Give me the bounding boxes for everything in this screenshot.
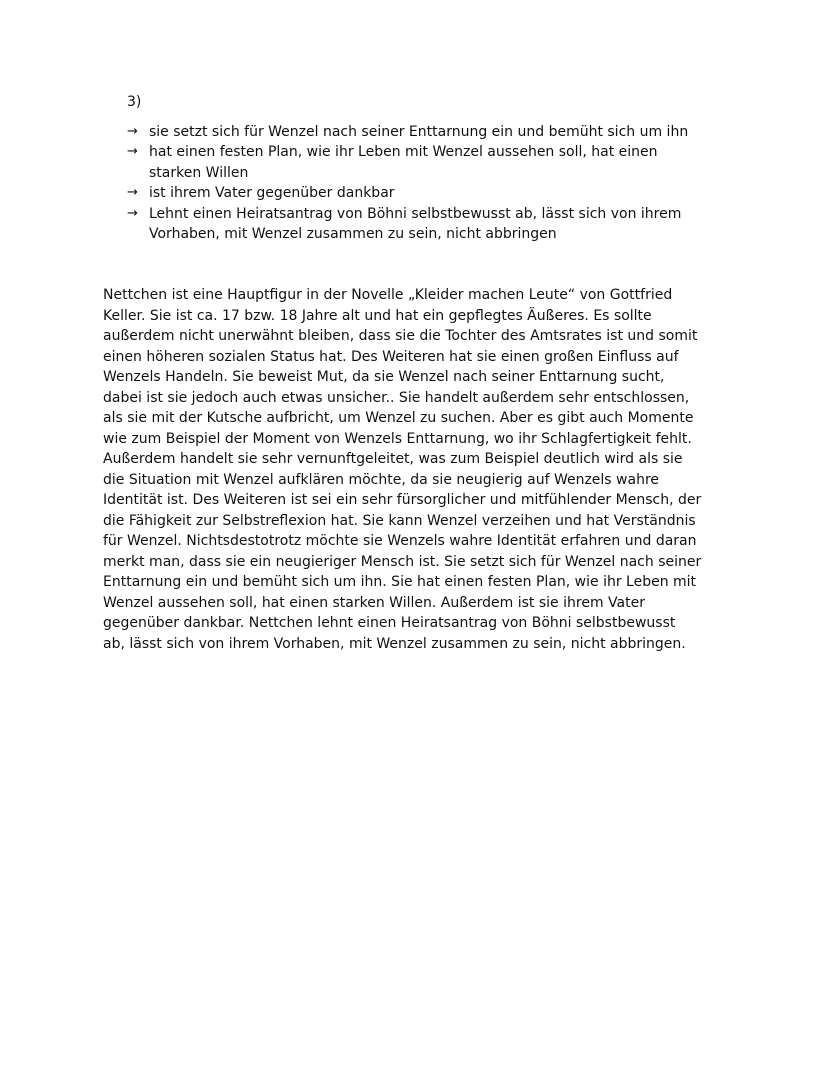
paragraph-line: für Wenzel. Nichtsdestotrotz möchte sie Wenzels wahre Identität erfahren und daran (103, 533, 697, 549)
paragraph-line: gegenüber dankbar. Nettchen lehnt einen Heiratsantrag von Böhni selbstbewusst (103, 615, 676, 631)
list-item-line: starken Willen (149, 164, 249, 181)
paragraph-line: Wenzels Handeln. Sie beweist Mut, da sie Wenzel nach seiner Enttarnung sucht, (103, 369, 665, 385)
list-item-line: Lehnt einen Heiratsantrag von Böhni selbstbewusst ab, lässt sich von ihrem (149, 205, 682, 222)
paragraph-line: Identität ist. Des Weiteren ist sei ein sehr fürsorglicher und mitfühlender Mensch, der (103, 492, 702, 508)
paragraph-line: Enttarnung ein und bemüht sich um ihn. Sie hat einen festen Plan, wie ihr Leben mit (103, 574, 697, 590)
list-item-line: hat einen festen Plan, wie ihr Leben mit Wenzel aussehen soll, hat einen (149, 144, 658, 161)
paragraph-line: Wenzel aussehen soll, hat einen starken Willen. Außerdem ist sie ihrem Vater (103, 594, 645, 611)
paragraph-line: als sie mit der Kutsche aufbricht, um Wenzel zu suchen. Aber es gibt auch Momente (103, 410, 694, 426)
paragraph-line: Nettchen ist eine Hauptfigur in der Novelle „Kleider machen Leute“ von Gottfried (103, 287, 673, 303)
right-arrow-icon: → (127, 205, 138, 221)
arrow-list (127, 122, 727, 244)
paragraph-line: einen höheren sozialen Status hat. Des Weiteren hat sie einen großen Einfluss auf (103, 348, 679, 365)
list-item-text (149, 142, 727, 183)
list-item-line: ist ihrem Vater gegenüber dankbar (149, 185, 395, 202)
list-item-text (149, 183, 727, 203)
paragraph-line: ab, lässt sich von ihrem Vorhaben, mit Wenzel zusammen zu sein, nicht abbringen. (103, 635, 686, 652)
paragraph-line: merkt man, dass sie ein neugieriger Mensch ist. Sie setzt sich für Wenzel nach seiner (103, 553, 702, 570)
list-item-line: Vorhaben, mit Wenzel zusammen zu sein, nicht abbringen (149, 226, 557, 243)
body-paragraph (103, 285, 723, 654)
paragraph-line: wie zum Beispiel der Moment von Wenzels Enttarnung, wo ihr Schlagfertigkeit fehlt. (103, 430, 692, 447)
right-arrow-icon: → (127, 144, 138, 160)
list-item (127, 183, 727, 203)
list-item-text (149, 122, 727, 142)
paragraph-line: Keller. Sie ist ca. 17 bzw. 18 Jahre alt und hat ein gepflegtes Äußeres. Es sollte (103, 307, 652, 324)
paragraph-line: die Fähigkeit zur Selbstreflexion hat. Sie kann Wenzel verzeihen und hat Verständnis (103, 512, 696, 529)
paragraph-line: dabei ist sie jedoch auch etwas unsicher.. Sie handelt außerdem sehr entschlossen, (103, 389, 690, 406)
list-item (127, 122, 727, 142)
list-item-line: sie setzt sich für Wenzel nach seiner Enttarnung ein und bemüht sich um ihn (149, 124, 689, 140)
right-arrow-icon: → (127, 185, 138, 201)
paragraph-line: außerdem nicht unerwähnt bleiben, dass sie die Tochter des Amtsrates ist und somit (103, 328, 698, 344)
section-number: 3) (127, 94, 142, 110)
list-item (127, 142, 727, 183)
paragraph-line: die Situation mit Wenzel aufklären möchte, da sie neugierig auf Wenzels wahre (103, 471, 660, 488)
list-item (127, 204, 727, 245)
paragraph-line: Außerdem handelt sie sehr vernunftgeleitet, was zum Beispiel deutlich wird als sie (103, 451, 683, 467)
right-arrow-icon: → (127, 124, 138, 139)
list-item-text (149, 204, 727, 245)
